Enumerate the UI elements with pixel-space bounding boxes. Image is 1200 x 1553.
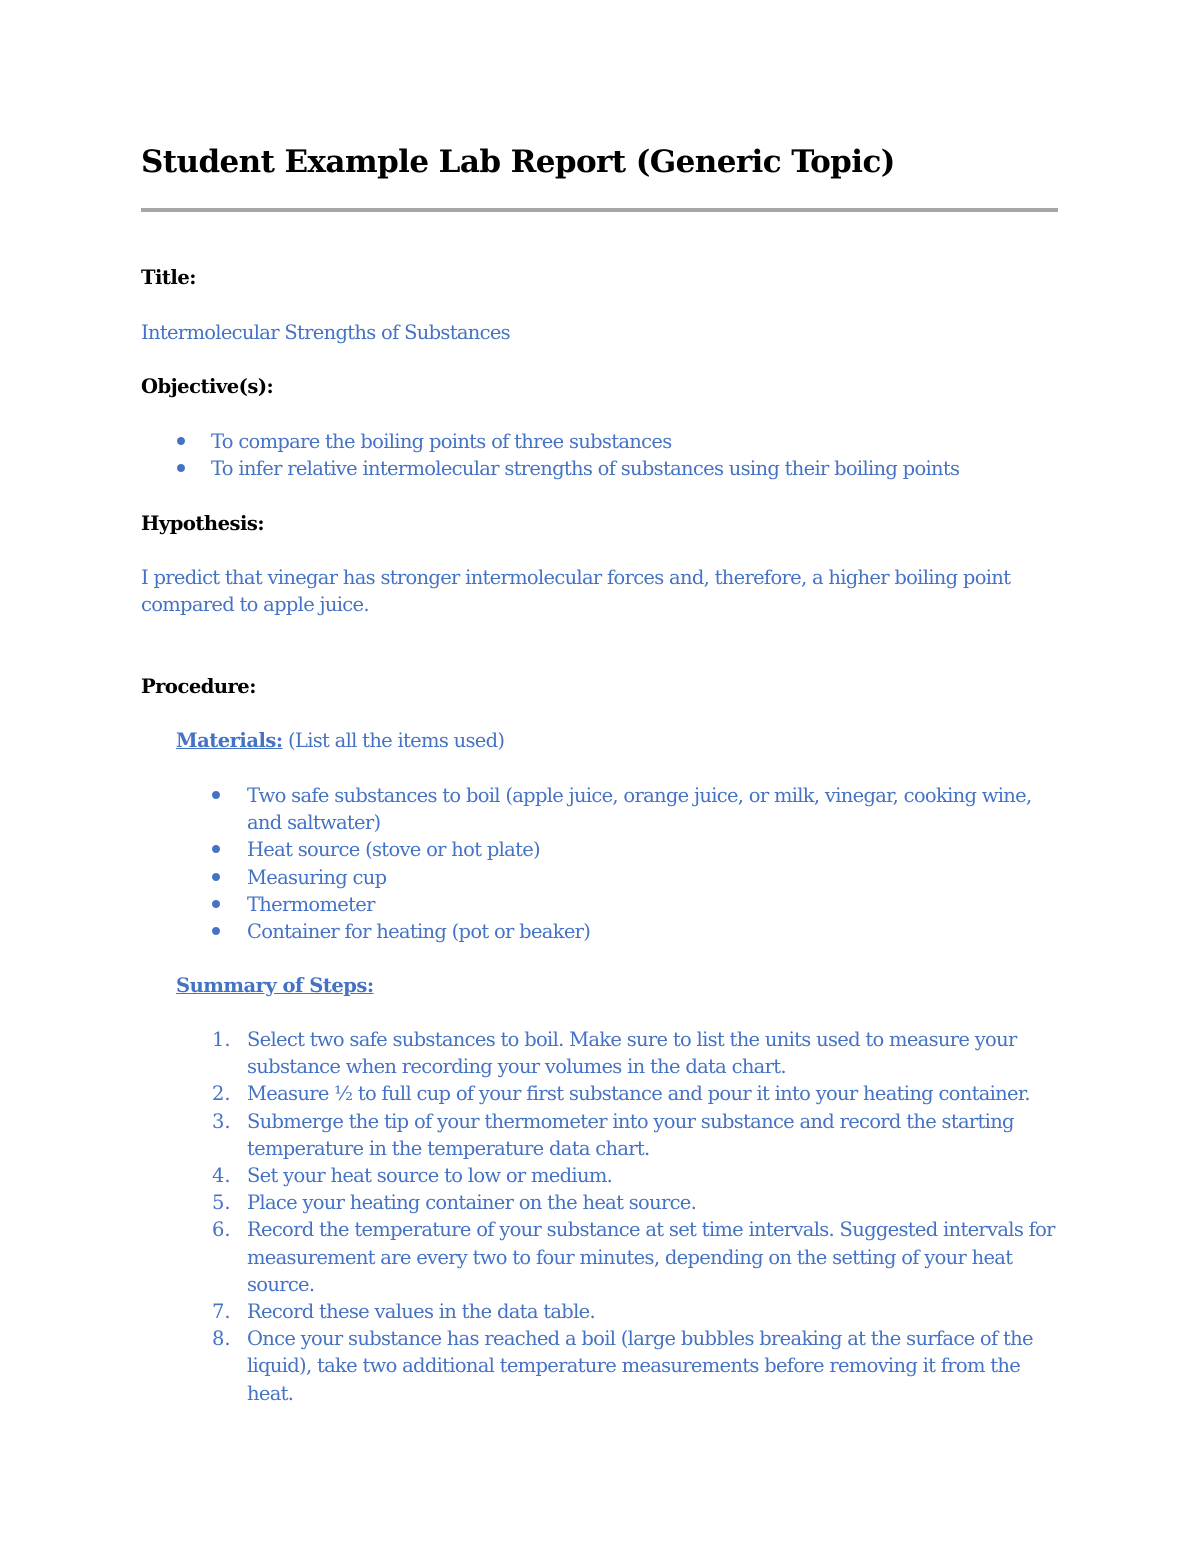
step-item (176, 1080, 1066, 1107)
objective-text: To infer relative intermolecular strengths of substances using their boiling points (211, 457, 960, 481)
step-item (176, 1298, 1066, 1325)
bullet-icon (212, 927, 220, 935)
step-item (176, 1216, 1066, 1298)
steps-heading (176, 972, 374, 999)
step-text: Record the temperature of your substance at set time intervals. Suggested intervals for measurement are every two to four minutes, depending on the setting of your heat source. (247, 1218, 1055, 1296)
bullet-icon (212, 900, 220, 908)
step-text: Select two safe substances to boil. Make sure to list the units used to measure your substance when recording your volumes in the data chart. (247, 1028, 1017, 1079)
step-item (176, 1162, 1066, 1189)
hypothesis-label: Hypothesis: (141, 512, 265, 535)
step-number: 7. (212, 1300, 231, 1324)
document-title: Student Example Lab Report (Generic Topic) (141, 144, 895, 180)
step-number: 8. (212, 1327, 231, 1351)
title-value: Intermolecular Strengths of Substances (141, 321, 510, 344)
bullet-icon (177, 437, 185, 445)
material-item (176, 891, 1066, 918)
step-item (176, 1108, 1066, 1162)
title-divider (141, 208, 1058, 212)
step-item (176, 1026, 1066, 1080)
step-number: 2. (212, 1082, 231, 1106)
objectives-label: Objective(s): (141, 375, 274, 398)
materials-list (176, 782, 1066, 945)
bullet-icon (177, 464, 185, 472)
material-text: Thermometer (247, 892, 375, 916)
step-text: Measure ½ to full cup of your first substance and pour it into your heating container. (247, 1082, 1030, 1106)
steps-heading-label: Summary of Steps: (176, 974, 374, 997)
bullet-icon (212, 791, 220, 799)
material-item (176, 918, 1066, 945)
material-text: Container for heating (pot or beaker) (247, 920, 591, 944)
steps-list (176, 1026, 1066, 1407)
materials-heading-label: Materials: (176, 729, 283, 752)
step-number: 4. (212, 1164, 231, 1188)
bullet-icon (212, 845, 220, 853)
procedure-label: Procedure: (141, 675, 256, 698)
material-text: Measuring cup (247, 865, 387, 889)
objectives-list (141, 428, 1061, 482)
step-text: Place your heating container on the heat source. (247, 1191, 697, 1215)
step-item (176, 1189, 1066, 1216)
step-text: Submerge the tip of your thermometer into your substance and record the starting temperature in the temperature data chart. (247, 1109, 1014, 1160)
material-text: Heat source (stove or hot plate) (247, 838, 540, 862)
objective-item (141, 455, 1061, 482)
step-text: Set your heat source to low or medium. (247, 1164, 613, 1188)
material-item (176, 836, 1066, 863)
objective-text: To compare the boiling points of three substances (211, 430, 672, 453)
step-number: 3. (212, 1109, 231, 1133)
material-text: Two safe substances to boil (apple juice, orange juice, or milk, vinegar, cooking wine, and saltwater) (247, 784, 1032, 835)
step-text: Record these values in the data table. (247, 1300, 595, 1324)
material-item (176, 864, 1066, 891)
step-item (176, 1325, 1066, 1407)
hypothesis-text: I predict that vinegar has stronger intermolecular forces and, therefore, a higher boiling point compared to apple juice. (141, 566, 1011, 617)
step-text: Once your substance has reached a boil (large bubbles breaking at the surface of the liquid), take two additional temperature measurements before removing it from the heat. (247, 1327, 1033, 1405)
step-number: 6. (212, 1218, 231, 1242)
bullet-icon (212, 873, 220, 881)
material-item (176, 782, 1066, 836)
step-number: 1. (212, 1028, 231, 1051)
title-label: Title: (141, 266, 196, 289)
materials-heading (176, 727, 504, 754)
objective-item (141, 428, 1061, 455)
materials-note: (List all the items used) (282, 729, 505, 752)
step-number: 5. (212, 1191, 231, 1215)
